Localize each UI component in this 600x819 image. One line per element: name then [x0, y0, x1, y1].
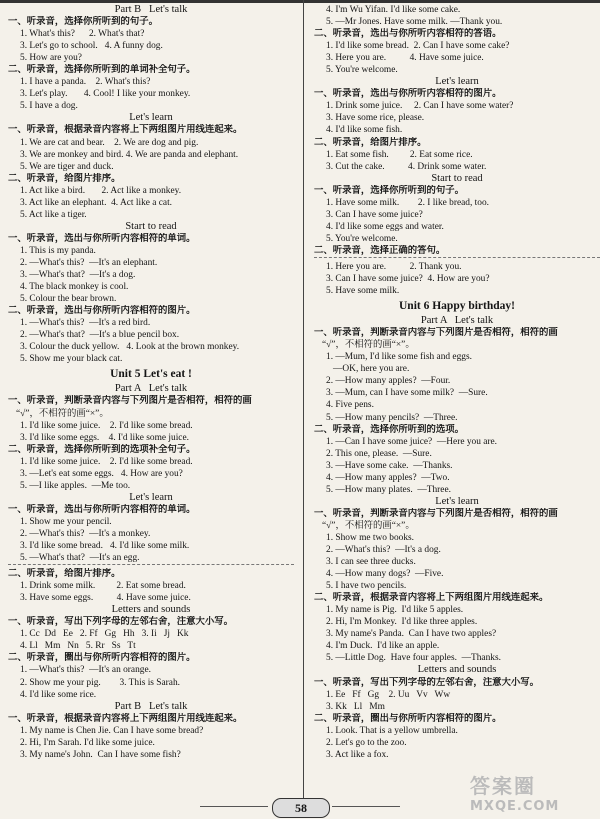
section-heading: Let's learn [129, 491, 173, 503]
watermark-text: 答案圈 [470, 774, 536, 798]
answer-line: 1. —What's this? —It's an orange. [20, 665, 151, 676]
answer-line: 1. I'd like some juice. 2. I'd like some bread. [20, 420, 193, 431]
footer-ornament-right [332, 806, 400, 807]
column-divider [303, 0, 304, 800]
answer-line: 3. I'd like some bread. 4. I'd like some milk. [20, 541, 190, 552]
answer-line: 3. —What's that? —It's a dog. [20, 270, 136, 281]
question-prompt: 二、听录音，圈出与你所听内容相符的图片。 [8, 653, 196, 664]
question-prompt: 一、听录音，写出下列字母的左邻右舍，注意大小写。 [314, 677, 540, 688]
answer-line: 5. —Mr Jones. Have some milk. —Thank you. [326, 17, 503, 28]
question-prompt: 二、听录音，选择你所听到的单词补全句子。 [8, 65, 196, 76]
answer-line: —OK, here you are. [326, 364, 410, 375]
question-prompt: 一、听录音，判断录音内容与下列图片是否相符，相符的画 [314, 508, 558, 519]
section-heading: Letters and sounds [417, 664, 497, 676]
answer-line: 5. —I like apples. —Me too. [20, 480, 131, 491]
question-prompt: 一、听录音，根据录音内容将上下两组图片用线连起来。 [8, 125, 243, 136]
answer-line: 3. Can I have some juice? [326, 209, 423, 220]
answer-line: 5. Have some milk. [326, 286, 400, 297]
answer-line: 1. —Mum, I'd like some fish and eggs. [326, 352, 472, 363]
answer-line: 1. What's this? 2. What's that? [20, 29, 145, 40]
answer-line: 1. My name is Chen Jie. Can I have some bread? [20, 725, 204, 736]
answer-line: 5. —Little Dog. Have four apples. —Thanks. [326, 653, 501, 664]
watermark [470, 770, 598, 818]
section-heading: Start to read [125, 220, 177, 232]
answer-line: 1. I'd like some bread. 2. Can I have some cake? [326, 41, 510, 52]
answer-line: 1. Here you are. 2. Thank you. [326, 261, 462, 272]
answer-line: 3. —Have some cake. —Thanks. [326, 460, 453, 471]
answer-line: 3. Here you are. 4. Have some juice. [326, 53, 484, 64]
watermark-url: MXQE.COM [470, 799, 560, 814]
answer-line: 3. Can I have some juice? 4. How are you? [326, 274, 490, 285]
answer-line: 1. Show me two books. [326, 532, 415, 543]
answer-line: 4. I'd like some fish. [326, 125, 403, 136]
question-prompt: 二、听录音，选择正确的答句。 [314, 245, 446, 256]
answer-line: 4. I'm Duck. I'd like an apple. [326, 641, 440, 652]
answer-line: 2. Show me your pig. 3. This is Sarah. [20, 677, 180, 688]
answer-line: 1. Have some milk. 2. I like bread, too. [326, 197, 489, 208]
answer-line: 3. Cut the cake. 4. Drink some water. [326, 161, 487, 172]
answer-line: 4. Five pens. [326, 400, 374, 411]
answer-line: 4. —How many dogs? —Five. [326, 569, 444, 580]
question-prompt: 一、听录音，判断录音内容与下列图片是否相符，相符的画 [314, 328, 558, 339]
answer-line: 4. I'd like some rice. [20, 689, 97, 700]
answer-line: 1. Ee Ff Gg 2. Uu Vv Ww [326, 689, 451, 700]
question-prompt: 一、听录音，选出与你所听内容相符的单词。 [8, 233, 196, 244]
answer-line: 3. My name's Panda. Can I have two apples? [326, 629, 497, 640]
answer-line: 1. —What's this? —It's a red bird. [20, 318, 151, 329]
left-column [8, 4, 294, 761]
answer-line: 2. This one, please. —Sure. [326, 448, 432, 459]
answer-line: 3. —Let's eat some eggs. 4. How are you? [20, 468, 183, 479]
answer-line: 3. My name's John. Can I have some fish? [20, 749, 181, 760]
answer-line: 1. Cc Dd Ee 2. Ff Gg Hh 3. Ii Jj Kk [20, 629, 189, 640]
answer-line: 3. Let's play. 4. Cool! I like your monkey. [20, 89, 191, 100]
answer-line: 1. —Can I have some juice? —Here you are. [326, 436, 498, 447]
section-heading: Let's learn [435, 76, 479, 88]
footer-ornament-left [200, 806, 268, 807]
answer-line: 1. This is my panda. [20, 245, 96, 256]
answer-line: 1. Look. That is a yellow umbrella. [326, 725, 458, 736]
answer-line: 2. Hi, I'm Monkey. I'd like three apples. [326, 617, 478, 628]
answer-line: 4. —How many apples? —Two. [326, 472, 450, 483]
answer-line: 4. The black monkey is cool. [20, 282, 129, 293]
answer-line: 5. —How many plates. —Three. [326, 484, 451, 495]
right-column [314, 4, 600, 761]
question-prompt: 一、听录音，选出与你所听内容相符的单词。 [8, 504, 196, 515]
question-prompt: 二、听录音，给图片排序。 [314, 137, 427, 148]
section-heading: Part B Let's talk [114, 700, 188, 712]
answer-line: 1. Drink some milk. 2. Eat some bread. [20, 581, 186, 592]
answer-line: 2. —What's this? —It's a dog. [326, 545, 441, 556]
answer-line: 2. —What's that? —It's a blue pencil box. [20, 330, 180, 341]
separator [8, 564, 294, 567]
answer-line: 3. Let's go to school. 4. A funny dog. [20, 41, 163, 52]
answer-line: 5. Colour the bear brown. [20, 294, 117, 305]
answer-line: 4. Ll Mm Nn 5. Rr Ss Tt [20, 641, 136, 652]
answer-line: 1. I have a panda. 2. What's this? [20, 77, 151, 88]
answer-line: 1. We are cat and bear. 2. We are dog and pig. [20, 137, 199, 148]
answer-line: 5. We are tiger and duck. [20, 161, 114, 172]
section-heading: Part A Let's talk [420, 315, 494, 327]
question-prompt: 二、听录音，给图片排序。 [8, 569, 121, 580]
answer-line: 5. I have two pencils. [326, 581, 407, 592]
question-prompt: 二、听录音，给图片排序。 [8, 173, 121, 184]
answer-line: “√”，不相符的画“×”。 [16, 408, 109, 419]
answer-line: 5. You're welcome. [326, 233, 398, 244]
answer-line: 5. Show me your black cat. [20, 354, 123, 365]
section-heading: Let's learn [129, 112, 173, 124]
answer-line: “√”，不相符的画“×”。 [322, 340, 415, 351]
section-heading: Part B Let's talk [114, 4, 188, 15]
answer-line: 3. Act like an elephant. 4. Act like a cat. [20, 197, 173, 208]
answer-line: “√”，不相符的画“×”。 [322, 520, 415, 531]
question-prompt: 一、听录音，判断录音内容与下列图片是否相符，相符的画 [8, 396, 252, 407]
answer-line: 3. I can see three ducks. [326, 557, 416, 568]
answer-line: 1. Show me your pencil. [20, 516, 112, 527]
answer-line: 1. Act like a bird. 2. Act like a monkey. [20, 185, 182, 196]
unit-title: Unit 5 Let's eat ! [110, 368, 192, 381]
answer-line: 3. Kk Ll Mm [326, 701, 385, 712]
answer-line: 2. —What's this? —It's an elephant. [20, 257, 158, 268]
answer-line: 5. —How many pencils? —Three. [326, 412, 458, 423]
question-prompt: 二、听录音，圈出与你所听内容相符的图片。 [314, 713, 502, 724]
answer-line: 2. —How many apples? —Four. [326, 376, 451, 387]
answer-line: 4. I'm Wu Yifan. I'd like some cake. [326, 5, 461, 15]
question-prompt: 二、听录音，根据录音内容将上下两组图片用线连起来。 [314, 593, 549, 604]
answer-line: 3. Colour the duck yellow. 4. Look at the brown monkey. [20, 342, 240, 353]
unit-title: Unit 6 Happy birthday! [399, 300, 515, 313]
question-prompt: 二、听录音，选择你所听到的选项补全句子。 [8, 444, 196, 455]
separator [314, 257, 600, 260]
page-number: 58 [272, 798, 330, 818]
answer-line: 3. I'd like some eggs. 4. I'd like some juice. [20, 432, 189, 443]
answer-line: 5. Act like a tiger. [20, 209, 87, 220]
section-heading: Let's learn [435, 495, 479, 507]
answer-line: 3. —Mum, can I have some milk? —Sure. [326, 388, 488, 399]
answer-line: 5. —What's that? —It's an egg. [20, 553, 140, 564]
answer-line: 4. I'd like some eggs and water. [326, 221, 444, 232]
question-prompt: 一、听录音，选择你所听到的句子。 [8, 17, 159, 28]
question-prompt: 一、听录音，根据录音内容将上下两组图片用线连起来。 [8, 713, 243, 724]
answer-line: 1. Drink some juice. 2. Can I have some water? [326, 101, 514, 112]
answer-line: 5. You're welcome. [326, 65, 398, 76]
answer-line: 3. We are monkey and bird. 4. We are panda and elephant. [20, 149, 239, 160]
answer-line: 2. —What's this? —It's a monkey. [20, 528, 151, 539]
top-rule [0, 0, 600, 3]
answer-line: 1. I'd like some juice. 2. I'd like some bread. [20, 456, 193, 467]
answer-line: 1. Eat some fish. 2. Eat some rice. [326, 149, 473, 160]
answer-line: 3. Have some rice, please. [326, 113, 425, 124]
answer-line: 3. Act like a fox. [326, 749, 389, 760]
question-prompt: 一、听录音，选出与你所听内容相符的图片。 [314, 89, 502, 100]
question-prompt: 二、听录音，选择你所听到的选项。 [314, 424, 465, 435]
question-prompt: 二、听录音，选出与你所听内容相符的图片。 [8, 306, 196, 317]
answer-line: 3. Have some eggs. 4. Have some juice. [20, 593, 191, 604]
question-prompt: 二、听录音，选出与你所听内容相符的答语。 [314, 29, 502, 40]
answer-line: 2. Let's go to the zoo. [326, 737, 407, 748]
answer-line: 5. How are you? [20, 53, 82, 64]
question-prompt: 一、听录音，写出下列字母的左邻右舍，注意大小写。 [8, 617, 234, 628]
section-heading: Part A Let's talk [114, 383, 188, 395]
section-heading: Letters and sounds [111, 604, 191, 616]
question-prompt: 一、听录音，选择你所听到的句子。 [314, 185, 465, 196]
answer-line: 2. Hi, I'm Sarah. I'd like some juice. [20, 737, 155, 748]
answer-line: 1. My name is Pig. I'd like 5 apples. [326, 605, 464, 616]
section-heading: Start to read [431, 172, 483, 184]
answer-line: 5. I have a dog. [20, 101, 78, 112]
